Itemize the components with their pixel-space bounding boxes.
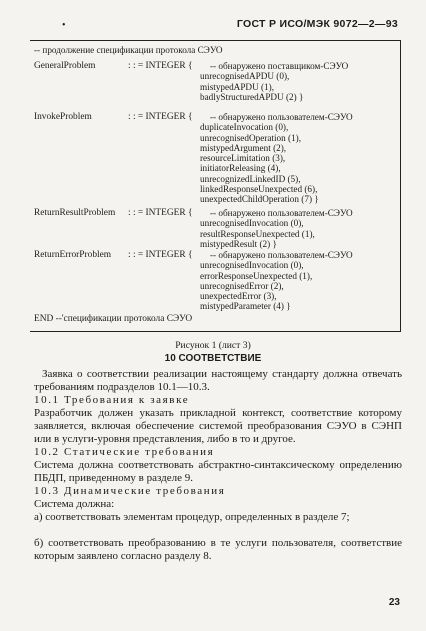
- list-item-a: а) соответствовать элементам процедур, определенных в разделе 7;: [34, 511, 350, 523]
- type-name: ReturnErrorProblem: [34, 250, 112, 260]
- figure-caption: Рисунок 1 (лист 3): [175, 340, 251, 351]
- page-number: 23: [388, 597, 400, 608]
- list-item-b: б) соответствовать преобразованию в те услуги пользователя, соответствие которым заявлено согласно разделу 8.: [34, 537, 402, 562]
- type-name: GeneralProblem: [34, 61, 96, 71]
- type-lines: [200, 112, 353, 205]
- type-lines: [200, 61, 348, 102]
- spec-line: unrecognisedOperation (1),: [200, 132, 302, 143]
- spec-line: -- обнаружено пользователем-СЭУО: [210, 250, 353, 260]
- spec-line: -- обнаружено пользователем-СЭУО: [210, 112, 353, 122]
- subsection-text-10-1: Разработчик должен указать прикладной контекст, соответствие которому заявляется, включая обеспечение системой преобразования СЭУО в СЭНП или в услуги-уровня представления, либо в то и другое.: [34, 407, 402, 445]
- spec-line: mistypedArgument (2),: [200, 142, 287, 153]
- spec-line: unrecognisedInvocation (0),: [200, 260, 304, 271]
- type-assign: : : = INTEGER {: [128, 250, 193, 260]
- spec-line: resourceLimitation (3),: [200, 153, 286, 164]
- spec-line: -- обнаружено пользователем-СЭУО: [210, 208, 353, 218]
- intro-text: Заявка о соответствии реализации настоящему стандарту должна отвечать требованиям подразделов 10.1—10.3.: [34, 368, 402, 393]
- spec-line: mistypedResult (2) }: [200, 238, 277, 249]
- spec-line: errorResponseUnexpected (1),: [200, 270, 313, 281]
- spec-line: -- обнаружено поставщиком-СЭУО: [210, 61, 349, 71]
- type-lines: [200, 208, 353, 249]
- subsection-text-10-2: Система должна соответствовать абстрактно-синтаксическому определению ПБДП, приведенному в разделе 9.: [34, 459, 402, 484]
- spec-end: END --'спецификации протокола СЭУО: [34, 314, 193, 324]
- spec-line: mistypedParameter (4) }: [200, 301, 291, 312]
- subsection-title-10-3: 10.3 Динамические требования: [34, 485, 226, 497]
- spec-line: unrecognisedAPDU (0),: [200, 71, 290, 82]
- spec-line: initiatorReleasing (4),: [200, 163, 281, 174]
- type-assign: : : = INTEGER {: [128, 61, 193, 71]
- standard-header: ГОСТ Р ИСО/МЭК 9072—2—93: [236, 18, 398, 30]
- section-intro: [34, 368, 402, 394]
- type-assign: : : = INTEGER {: [128, 208, 193, 218]
- type-name: InvokeProblem: [34, 112, 92, 122]
- spec-line: linkedResponseUnexpected (6),: [200, 184, 318, 195]
- subsection-title-10-1: 10.1 Требования к заявке: [34, 394, 190, 406]
- type-assign: : : = INTEGER {: [128, 112, 193, 122]
- spec-line: mistypedAPDU (1),: [200, 81, 275, 92]
- spec-line: unexpectedChildOperation (7) }: [200, 194, 319, 205]
- spec-line: resultResponseUnexpected (1),: [200, 228, 315, 239]
- spec-line: unrecognizedLinkedID (5),: [200, 173, 301, 184]
- spec-line: unrecognisedError (2),: [200, 280, 284, 291]
- header-mark: •: [62, 20, 66, 31]
- spec-line: unexpectedError (3),: [200, 291, 277, 302]
- spec-line: badlyStructuredAPDU (2) }: [200, 91, 304, 102]
- subsection-title-10-2: 10.2 Статические требования: [34, 446, 215, 458]
- section-title: 10 СООТВЕТСТВИЕ: [164, 353, 262, 364]
- subsection-lead-10-3: Система должна:: [34, 498, 115, 510]
- type-lines: [200, 250, 353, 312]
- spec-continuation: -- продолжение спецификации протокола СЭУО: [34, 45, 223, 55]
- type-name: ReturnResultProblem: [34, 208, 116, 218]
- spec-line: duplicateInvocation (0),: [200, 122, 289, 133]
- spec-line: unrecognisedInvocation (0),: [200, 218, 304, 229]
